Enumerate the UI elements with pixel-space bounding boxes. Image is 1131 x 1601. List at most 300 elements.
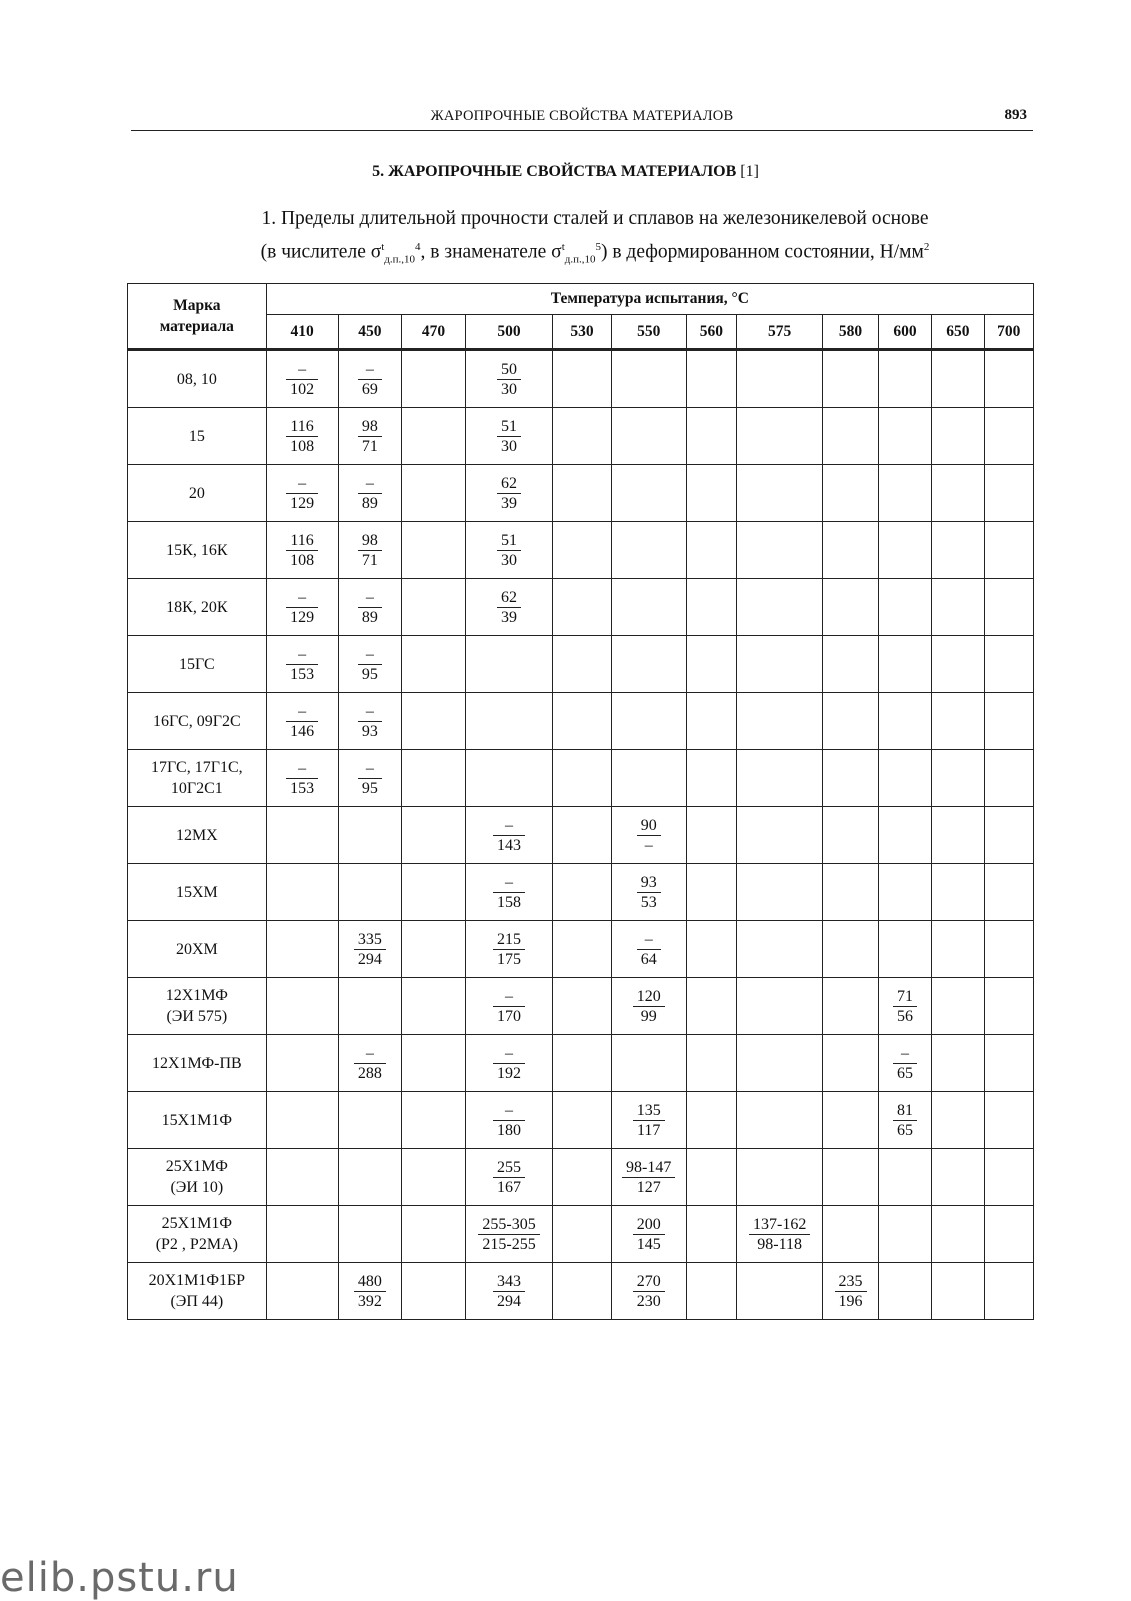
temperature-column-header: 600 — [878, 315, 931, 350]
value-cell — [823, 978, 878, 1035]
value-cell — [984, 408, 1033, 465]
numerator-value: – — [286, 360, 318, 380]
strength-fraction — [286, 474, 318, 513]
value-cell — [686, 864, 736, 921]
value-cell — [402, 636, 466, 693]
value-cell — [266, 978, 338, 1035]
temperature-header: Температура испытания, °С — [266, 284, 1033, 315]
numerator-value: 215 — [493, 930, 525, 950]
value-cell — [737, 636, 823, 693]
value-cell — [823, 408, 878, 465]
value-cell — [737, 408, 823, 465]
strength-fraction — [493, 1158, 525, 1197]
value-cell — [823, 350, 878, 408]
denominator-value: 294 — [497, 1292, 522, 1310]
value-cell — [932, 921, 984, 978]
material-name-line: 20 — [188, 484, 205, 502]
value-cell — [465, 864, 552, 921]
numerator-value: – — [358, 645, 382, 665]
value-cell — [611, 350, 686, 408]
running-title: ЖАРОПРОЧНЫЕ СВОЙСТВА МАТЕРИАЛОВ — [430, 108, 734, 124]
value-cell — [553, 522, 612, 579]
value-cell — [611, 1092, 686, 1149]
caption-sup-t2: t — [561, 241, 565, 253]
value-cell — [266, 465, 338, 522]
value-cell — [338, 921, 402, 978]
caption-line-2 — [180, 233, 1010, 273]
value-cell — [465, 750, 552, 807]
numerator-value: 81 — [893, 1101, 917, 1121]
value-cell — [878, 350, 931, 408]
value-cell — [686, 465, 736, 522]
table-row — [128, 636, 1034, 693]
value-cell — [686, 978, 736, 1035]
material-cell — [128, 408, 267, 465]
watermark: elib.pstu.ru — [0, 1555, 239, 1601]
value-cell — [823, 1149, 878, 1206]
strength-fraction — [354, 1044, 386, 1083]
value-cell — [338, 864, 402, 921]
value-cell — [338, 1206, 402, 1263]
value-cell — [686, 522, 736, 579]
numerator-value: – — [493, 987, 525, 1007]
value-cell — [553, 978, 612, 1035]
section-title: 5. ЖАРОПРОЧНЫЕ СВОЙСТВА МАТЕРИАЛОВ — [372, 163, 737, 180]
value-cell — [611, 978, 686, 1035]
value-cell — [686, 1092, 736, 1149]
denominator-value: 170 — [497, 1007, 522, 1025]
value-cell — [402, 1035, 466, 1092]
value-cell — [402, 465, 466, 522]
value-cell — [553, 350, 612, 408]
denominator-value: 108 — [290, 551, 315, 569]
numerator-value: 116 — [286, 417, 318, 437]
strength-table — [127, 283, 1034, 1320]
value-cell — [984, 1092, 1033, 1149]
value-cell — [823, 522, 878, 579]
value-cell — [266, 1035, 338, 1092]
numerator-value: 235 — [835, 1272, 867, 1292]
value-cell — [338, 1149, 402, 1206]
numerator-value: – — [358, 702, 382, 722]
strength-fraction — [893, 1101, 917, 1140]
denominator-value: 99 — [640, 1007, 657, 1025]
denominator-value: 53 — [640, 893, 657, 911]
numerator-value: 270 — [633, 1272, 665, 1292]
caption-text-b: , в знаменателе σ — [420, 241, 562, 263]
value-cell — [823, 864, 878, 921]
numerator-value: 93 — [637, 873, 661, 893]
table-row — [128, 1263, 1034, 1320]
denominator-value: 71 — [361, 551, 378, 569]
denominator-value: 30 — [501, 551, 518, 569]
value-cell — [878, 921, 931, 978]
value-cell — [984, 864, 1033, 921]
value-cell — [878, 1092, 931, 1149]
denominator-value: 294 — [357, 950, 382, 968]
value-cell — [611, 408, 686, 465]
denominator-value: 89 — [361, 494, 378, 512]
numerator-value: – — [493, 1101, 525, 1121]
material-cell — [128, 750, 267, 807]
value-cell — [737, 1092, 823, 1149]
value-cell — [823, 465, 878, 522]
numerator-value: 62 — [497, 474, 521, 494]
temperature-column-header: 700 — [984, 315, 1033, 350]
denominator-value: 89 — [361, 608, 378, 626]
denominator-value: 153 — [290, 665, 315, 683]
value-cell — [266, 750, 338, 807]
denominator-value: 98-118 — [757, 1235, 803, 1253]
strength-fraction — [493, 987, 525, 1026]
denominator-value: 153 — [290, 779, 315, 797]
value-cell — [553, 864, 612, 921]
material-name-line: 12МХ — [175, 826, 218, 844]
table-row — [128, 750, 1034, 807]
value-cell — [984, 750, 1033, 807]
numerator-value: – — [493, 1044, 525, 1064]
value-cell — [686, 693, 736, 750]
numerator-value: 98 — [358, 417, 382, 437]
table-row — [128, 1149, 1034, 1206]
numerator-value: 90 — [637, 816, 661, 836]
material-cell — [128, 807, 267, 864]
value-cell — [266, 1263, 338, 1320]
material-cell — [128, 864, 267, 921]
value-cell — [611, 693, 686, 750]
value-cell — [823, 750, 878, 807]
material-name-line: (ЭП 44) — [170, 1293, 224, 1310]
section-reference: [1] — [740, 163, 759, 180]
value-cell — [402, 921, 466, 978]
numerator-value: 98 — [358, 531, 382, 551]
value-cell — [338, 408, 402, 465]
denominator-value: 30 — [501, 380, 518, 398]
value-cell — [266, 807, 338, 864]
value-cell — [737, 693, 823, 750]
value-cell — [266, 350, 338, 408]
numerator-value: 50 — [497, 360, 521, 380]
denominator-value: 108 — [290, 437, 315, 455]
material-name-line: 15ГС — [178, 655, 215, 673]
value-cell — [338, 750, 402, 807]
numerator-value: 62 — [497, 588, 521, 608]
material-name-line: (ЭИ 575) — [166, 1008, 228, 1025]
caption-text-c: ) в деформированном состоянии, Н/мм — [600, 241, 924, 263]
value-cell — [984, 978, 1033, 1035]
value-cell — [686, 350, 736, 408]
value-cell — [686, 750, 736, 807]
value-cell — [465, 1263, 552, 1320]
strength-fraction — [633, 1272, 665, 1311]
value-cell — [686, 1263, 736, 1320]
strength-fraction — [835, 1272, 867, 1311]
material-header-line-1: Марка — [173, 297, 221, 314]
value-cell — [553, 807, 612, 864]
caption-text-a: (в числителе σ — [260, 241, 382, 263]
denominator-value: 65 — [896, 1121, 913, 1139]
temperature-column-header: 575 — [737, 315, 823, 350]
table-row — [128, 921, 1034, 978]
value-cell — [878, 636, 931, 693]
table-row — [128, 465, 1034, 522]
denominator-value: 102 — [290, 380, 315, 398]
denominator-value: 145 — [636, 1235, 661, 1253]
table-row — [128, 350, 1034, 408]
strength-fraction — [354, 1272, 386, 1311]
value-cell — [611, 807, 686, 864]
value-cell — [932, 1092, 984, 1149]
value-cell — [878, 693, 931, 750]
denominator-value: 180 — [497, 1121, 522, 1139]
strength-fraction — [358, 474, 382, 513]
value-cell — [465, 636, 552, 693]
value-cell — [823, 1092, 878, 1149]
denominator-value: 93 — [361, 722, 378, 740]
denominator-value: 167 — [497, 1178, 522, 1196]
value-cell — [402, 978, 466, 1035]
table-row — [128, 579, 1034, 636]
value-cell — [984, 350, 1033, 408]
material-cell — [128, 350, 267, 408]
temperature-column-header: 410 — [266, 315, 338, 350]
value-cell — [823, 1263, 878, 1320]
value-cell — [266, 1206, 338, 1263]
value-cell — [465, 807, 552, 864]
value-cell — [266, 693, 338, 750]
value-cell — [932, 579, 984, 636]
denominator-value: 158 — [497, 893, 522, 911]
table-caption — [180, 205, 1010, 273]
table-row — [128, 693, 1034, 750]
caption-exp-3: 2 — [923, 241, 930, 253]
value-cell — [878, 522, 931, 579]
value-cell — [686, 1035, 736, 1092]
strength-fraction — [633, 987, 665, 1026]
value-cell — [984, 636, 1033, 693]
value-cell — [932, 465, 984, 522]
value-cell — [686, 408, 736, 465]
strength-fraction — [493, 930, 525, 969]
value-cell — [553, 750, 612, 807]
numerator-value: 71 — [893, 987, 917, 1007]
value-cell — [553, 465, 612, 522]
material-name-line: 15Х1М1Ф — [161, 1111, 233, 1129]
value-cell — [932, 1149, 984, 1206]
value-cell — [402, 579, 466, 636]
material-cell — [128, 978, 267, 1035]
value-cell — [338, 1035, 402, 1092]
denominator-value: 39 — [501, 494, 518, 512]
value-cell — [338, 350, 402, 408]
value-cell — [878, 864, 931, 921]
value-cell — [553, 1149, 612, 1206]
numerator-value: – — [286, 702, 318, 722]
value-cell — [823, 636, 878, 693]
value-cell — [553, 1206, 612, 1263]
numerator-value: – — [637, 930, 661, 950]
value-cell — [266, 522, 338, 579]
numerator-value: 480 — [354, 1272, 386, 1292]
value-cell — [402, 1149, 466, 1206]
strength-fraction — [286, 588, 318, 627]
value-cell — [402, 750, 466, 807]
value-cell — [266, 408, 338, 465]
value-cell — [465, 921, 552, 978]
material-name-line: 08, 10 — [176, 370, 217, 388]
value-cell — [266, 1149, 338, 1206]
value-cell — [737, 350, 823, 408]
value-cell — [266, 636, 338, 693]
caption-line-1: 1. Пределы длительной прочности сталей и сплавов на железоникелевой основе — [261, 208, 929, 229]
strength-fraction — [493, 1101, 525, 1140]
value-cell — [266, 1092, 338, 1149]
material-name-line: 17ГС, 17Г1С, — [151, 759, 243, 776]
material-cell — [128, 465, 267, 522]
value-cell — [553, 408, 612, 465]
numerator-value: – — [358, 759, 382, 779]
value-cell — [686, 1149, 736, 1206]
denominator-value: 71 — [361, 437, 378, 455]
numerator-value: – — [893, 1044, 917, 1064]
numerator-value: 255 — [493, 1158, 525, 1178]
value-cell — [611, 1206, 686, 1263]
value-cell — [984, 1149, 1033, 1206]
strength-fraction — [637, 816, 661, 855]
strength-fraction — [478, 1215, 539, 1254]
temperature-column-header: 560 — [686, 315, 736, 350]
value-cell — [878, 750, 931, 807]
strength-fraction — [354, 930, 386, 969]
value-cell — [932, 522, 984, 579]
value-cell — [878, 1149, 931, 1206]
value-cell — [553, 1035, 612, 1092]
strength-fraction — [633, 1101, 665, 1140]
strength-fraction — [637, 930, 661, 969]
value-cell — [611, 579, 686, 636]
value-cell — [984, 579, 1033, 636]
value-cell — [266, 579, 338, 636]
value-cell — [402, 1206, 466, 1263]
material-cell — [128, 1092, 267, 1149]
material-name-line: 20ХМ — [175, 940, 218, 958]
numerator-value: 98-147 — [622, 1158, 675, 1178]
strength-fraction — [358, 360, 382, 399]
value-cell — [611, 636, 686, 693]
value-cell — [465, 1206, 552, 1263]
value-cell — [266, 921, 338, 978]
numerator-value: – — [493, 816, 525, 836]
numerator-value: – — [354, 1044, 386, 1064]
material-name-line: 15ХМ — [175, 883, 218, 901]
strength-fraction — [358, 759, 382, 798]
value-cell — [878, 579, 931, 636]
numerator-value: 51 — [497, 417, 521, 437]
value-cell — [737, 522, 823, 579]
value-cell — [932, 693, 984, 750]
value-cell — [686, 1206, 736, 1263]
strength-fraction — [493, 1272, 525, 1311]
denominator-value: 392 — [357, 1292, 382, 1310]
strength-fraction — [749, 1215, 810, 1254]
numerator-value: 51 — [497, 531, 521, 551]
value-cell — [737, 978, 823, 1035]
material-name-line: 15 — [188, 427, 205, 445]
numerator-value: 255-305 — [478, 1215, 539, 1235]
material-name-line: (Р2 , Р2МА) — [155, 1236, 238, 1253]
denominator-value: 215-255 — [482, 1235, 536, 1253]
value-cell — [737, 1206, 823, 1263]
value-cell — [266, 864, 338, 921]
caption-exp-2: 5 — [595, 241, 601, 253]
value-cell — [465, 408, 552, 465]
material-header-line-2: материала — [159, 318, 234, 335]
temperature-column-header: 550 — [611, 315, 686, 350]
material-cell — [128, 1263, 267, 1320]
table-row — [128, 522, 1034, 579]
temperature-column-header: 650 — [932, 315, 984, 350]
value-cell — [737, 750, 823, 807]
value-cell — [737, 1263, 823, 1320]
strength-fraction — [286, 759, 318, 798]
page-number: 893 — [1004, 107, 1027, 123]
value-cell — [878, 978, 931, 1035]
numerator-value: 335 — [354, 930, 386, 950]
denominator-value: – — [644, 836, 653, 854]
table-row — [128, 864, 1034, 921]
value-cell — [737, 465, 823, 522]
table-row — [128, 807, 1034, 864]
strength-fraction — [497, 360, 521, 399]
value-cell — [737, 864, 823, 921]
value-cell — [465, 1149, 552, 1206]
material-name-line: 20Х1М1Ф1БР — [148, 1272, 246, 1289]
table-row — [128, 1092, 1034, 1149]
value-cell — [686, 579, 736, 636]
value-cell — [402, 1092, 466, 1149]
strength-fraction — [493, 816, 525, 855]
value-cell — [611, 1263, 686, 1320]
value-cell — [878, 1206, 931, 1263]
value-cell — [465, 579, 552, 636]
value-cell — [402, 693, 466, 750]
numerator-value: – — [286, 588, 318, 608]
value-cell — [402, 1263, 466, 1320]
value-cell — [338, 1092, 402, 1149]
material-cell — [128, 522, 267, 579]
caption-exp-1: 4 — [415, 241, 421, 253]
denominator-value: 143 — [497, 836, 522, 854]
value-cell — [465, 1035, 552, 1092]
value-cell — [465, 465, 552, 522]
value-cell — [984, 807, 1033, 864]
value-cell — [984, 522, 1033, 579]
numerator-value: 116 — [286, 531, 318, 551]
value-cell — [611, 921, 686, 978]
strength-fraction — [497, 588, 521, 627]
value-cell — [932, 1263, 984, 1320]
denominator-value: 69 — [361, 380, 378, 398]
value-cell — [932, 807, 984, 864]
running-header — [131, 104, 1033, 131]
value-cell — [878, 1035, 931, 1092]
value-cell — [338, 1263, 402, 1320]
denominator-value: 288 — [357, 1064, 382, 1082]
numerator-value: 137-162 — [749, 1215, 810, 1235]
material-name-line: 25Х1М1Ф — [161, 1215, 233, 1232]
value-cell — [686, 636, 736, 693]
value-cell — [984, 1263, 1033, 1320]
